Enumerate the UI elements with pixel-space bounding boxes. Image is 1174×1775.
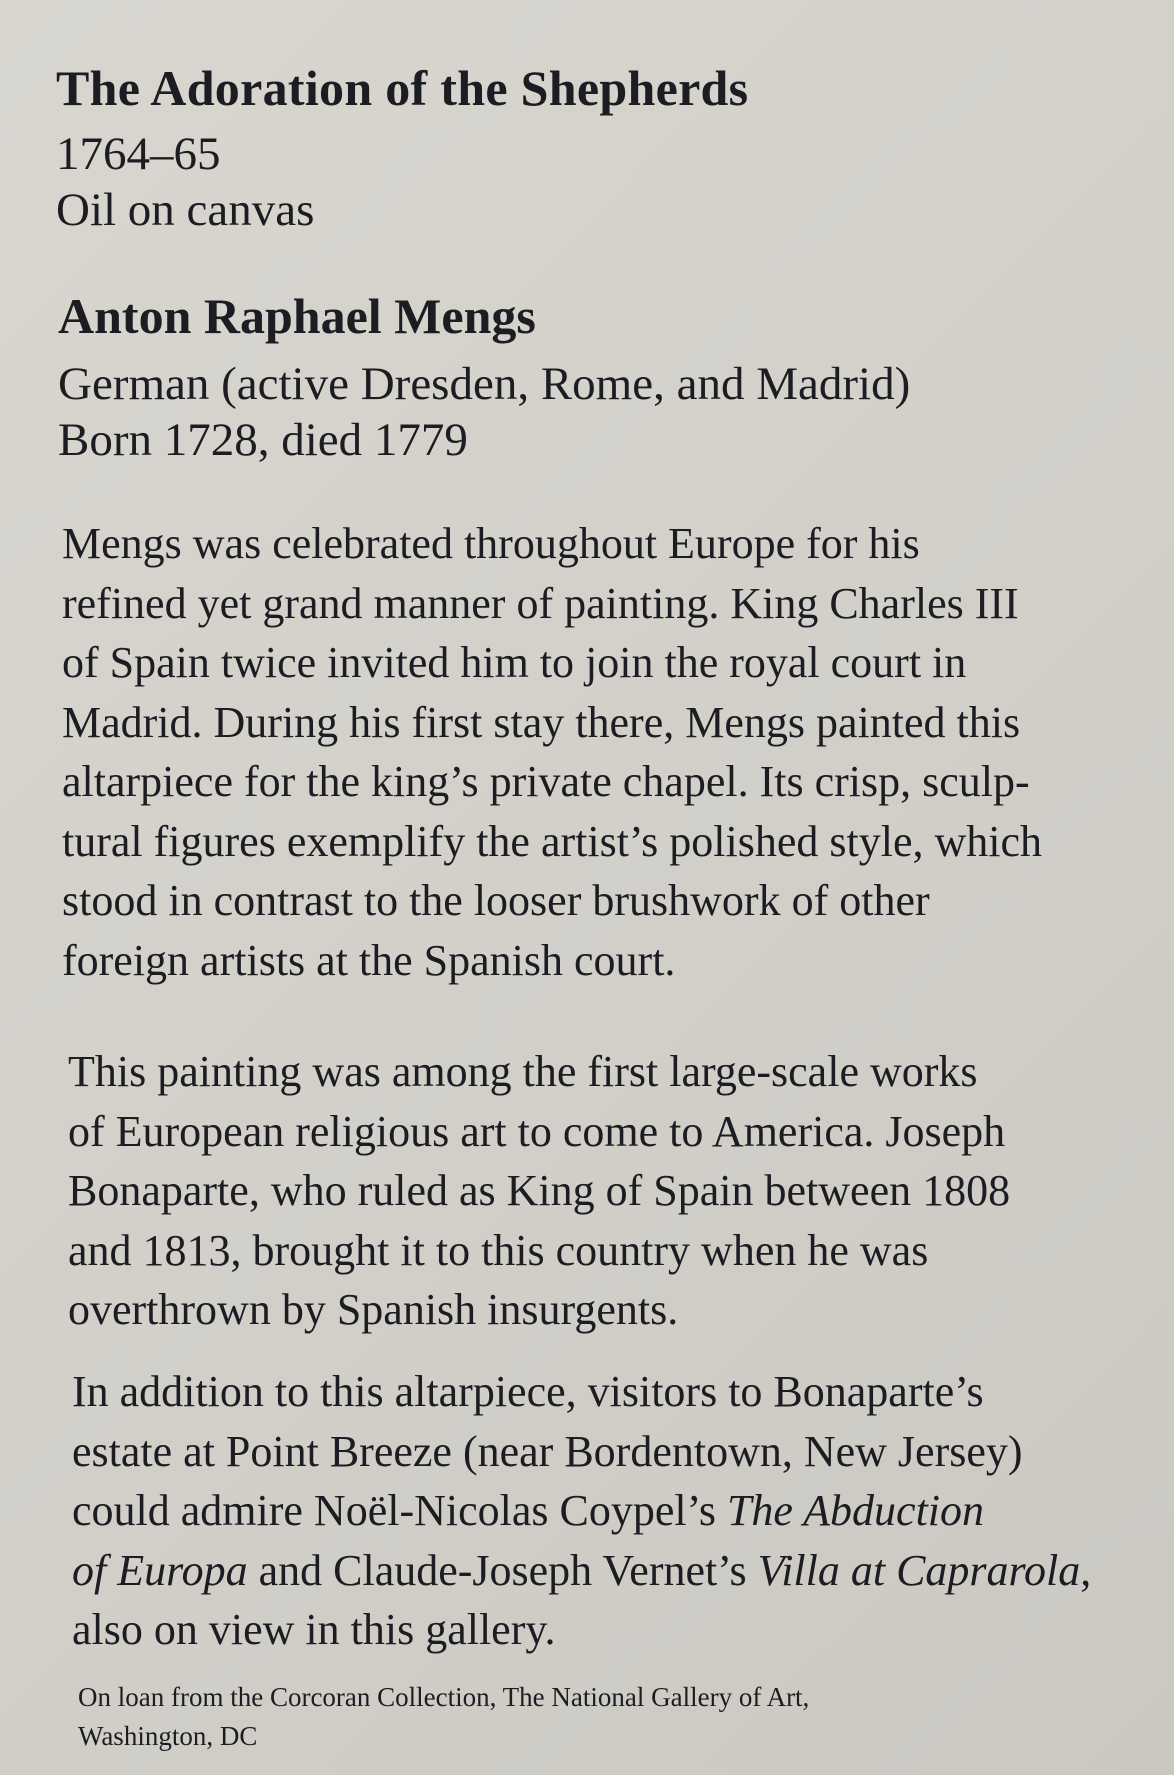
- paragraph-line: of European religious art to come to America. Joseph: [68, 1106, 1006, 1156]
- artist-lifespan: Born 1728, died 1779: [58, 414, 468, 466]
- paragraph-line: This painting was among the first large-scale works: [68, 1047, 978, 1096]
- description-paragraph-3: [72, 1362, 1132, 1660]
- paragraph-line: refined yet grand manner of painting. King Charles III: [62, 578, 1019, 628]
- credit-text: On loan from the Corcoran Collection, The National Gallery of Art,: [78, 1682, 810, 1712]
- paragraph-line: tural figures exemplify the artist’s polished style, which: [62, 816, 1043, 866]
- paragraph-line: foreign artists at the Spanish court.: [62, 935, 676, 985]
- paragraph-line: estate at Point Breeze (near Bordentown, New Jersey): [72, 1426, 1023, 1476]
- artwork-medium: Oil on canvas: [56, 184, 315, 236]
- description-paragraph-2: [68, 1042, 1128, 1340]
- paragraph-text: could admire Noël-Nicolas Coypel’s: [72, 1486, 727, 1535]
- paragraph-line: [72, 1541, 1132, 1601]
- credit-line: [78, 1678, 1118, 1756]
- paragraph-punctuation: ,: [1080, 1545, 1092, 1595]
- artist-name: Anton Raphael Mengs: [58, 288, 536, 344]
- artwork-title: The Adoration of the Shepherds: [56, 60, 749, 116]
- artwork-date: 1764–65: [56, 128, 221, 180]
- artist-nationality: German (active Dresden, Rome, and Madrid): [58, 358, 911, 410]
- description-paragraph-1: [62, 514, 1132, 990]
- paragraph-line: overthrown by Spanish insurgents.: [68, 1285, 679, 1334]
- artwork-reference-europa: of Europa: [72, 1545, 248, 1595]
- artwork-reference-abduction: The Abduction: [726, 1486, 985, 1535]
- paragraph-line: of Spain twice invited him to join the royal court in: [62, 638, 967, 687]
- paragraph-line: Madrid. During his first stay there, Mengs painted this: [62, 697, 1021, 747]
- credit-text: Washington, DC: [78, 1721, 258, 1751]
- paragraph-line: stood in contrast to the looser brushwork of other: [62, 876, 930, 925]
- paragraph-line: also on view in this gallery.: [72, 1605, 556, 1654]
- paragraph-line: In addition to this altarpiece, visitors to Bonaparte’s: [72, 1367, 984, 1416]
- paragraph-line: altarpiece for the king’s private chapel. Its crisp, sculp-: [62, 757, 1030, 806]
- paragraph-line: Bonaparte, who ruled as King of Spain between 1808: [68, 1166, 1011, 1215]
- paragraph-text: and Claude-Joseph Vernet’s: [247, 1545, 758, 1595]
- paragraph-line: and 1813, brought it to this country when he was: [68, 1225, 929, 1275]
- paragraph-line: Mengs was celebrated throughout Europe for his: [62, 519, 920, 568]
- artwork-reference-villa: Villa at Caprarola: [757, 1545, 1081, 1595]
- paragraph-line: [72, 1481, 1132, 1541]
